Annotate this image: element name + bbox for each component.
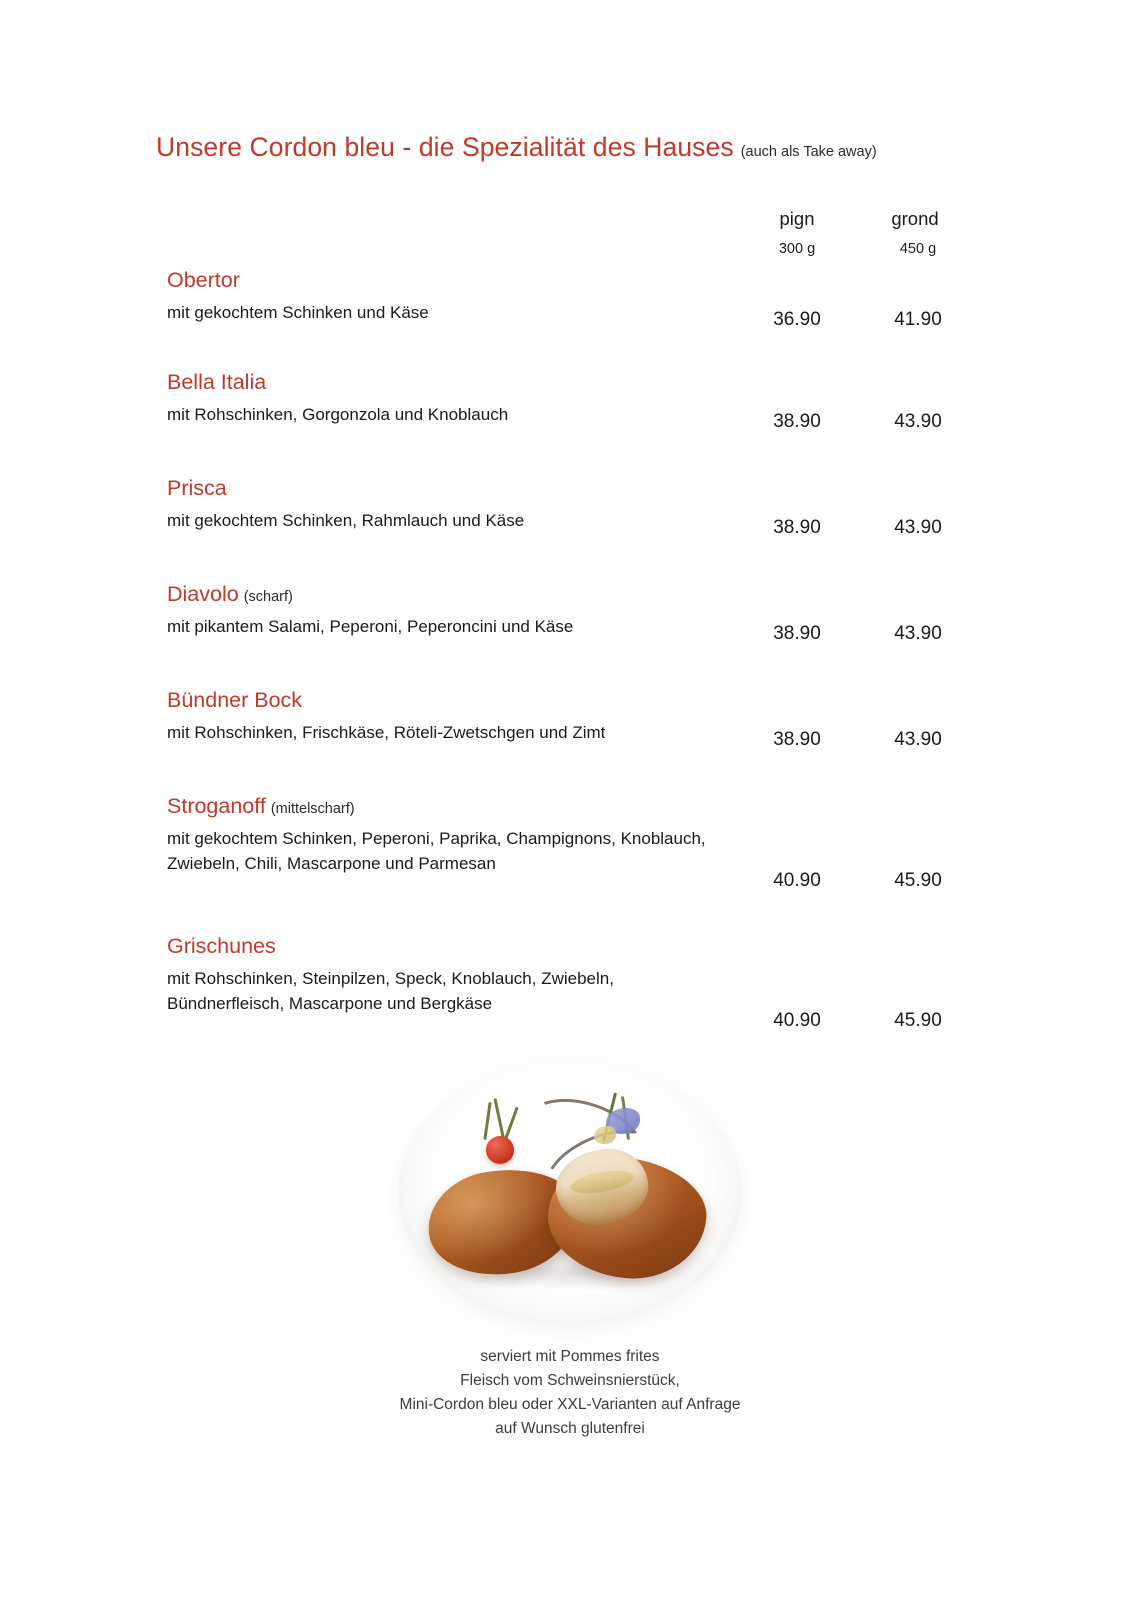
menu-item-description: mit pikantem Salami, Peperoni, Peperoncini und Käse xyxy=(167,616,574,636)
menu-item-name xyxy=(167,478,727,500)
menu-item-note: (scharf) xyxy=(243,589,293,605)
footnote-line: Mini-Cordon bleu oder XXL-Varianten auf Anfrage xyxy=(399,1396,741,1414)
footnote-line: auf Wunsch glutenfrei xyxy=(495,1420,645,1438)
menu-item-price-large: 43.90 xyxy=(894,623,942,644)
menu-item-name-text: Prisca xyxy=(167,476,227,500)
menu-item-price-large: 45.90 xyxy=(894,1010,942,1031)
menu-item-name xyxy=(167,584,727,606)
menu-item xyxy=(0,270,1140,372)
menu-item-price-large: 41.90 xyxy=(894,309,942,330)
menu-item-price-large: 43.90 xyxy=(894,729,942,750)
menu-item-description: mit Rohschinken, Gorgonzola und Knoblauch xyxy=(167,404,509,424)
column-weight-large: 450 g xyxy=(899,241,937,257)
menu-item-name-text: Bündner Bock xyxy=(167,688,303,712)
footnotes xyxy=(0,1345,1140,1441)
menu-item-price-small: 38.90 xyxy=(773,729,821,750)
page-title-note: (auch als Take away) xyxy=(740,144,877,160)
column-weight-small: 300 g xyxy=(778,241,816,257)
menu-item-price-small: 38.90 xyxy=(773,623,821,644)
menu-item-name-text: Grischunes xyxy=(167,934,276,958)
menu-item-price-small: 38.90 xyxy=(773,411,821,432)
footnote-line: Fleisch vom Schweinsnierstück, xyxy=(460,1372,680,1390)
menu-item-name-text: Stroganoff xyxy=(167,794,266,818)
menu-item-note: (mittelscharf) xyxy=(270,801,355,817)
menu-item-name-text: Bella Italia xyxy=(167,370,267,394)
menu-item-price-small: 40.90 xyxy=(773,870,821,891)
menu-item-price-large: 43.90 xyxy=(894,517,942,538)
menu-item-price-small: 36.90 xyxy=(773,309,821,330)
menu-item-price-small: 40.90 xyxy=(773,1010,821,1031)
cherry-tomato-icon xyxy=(486,1136,514,1164)
menu-item-description: mit gekochtem Schinken, Peperoni, Paprika, Champignons, Knoblauch, Zwiebeln, Chili, Mascarpone und Parmesan xyxy=(167,828,706,873)
menu-item-price-large: 43.90 xyxy=(894,411,942,432)
menu-item-description: mit Rohschinken, Steinpilzen, Speck, Knoblauch, Zwiebeln, Bündnerfleisch, Mascarpone und Bergkäse xyxy=(167,968,614,1013)
menu-item-name xyxy=(167,372,727,394)
menu-item-description: mit gekochtem Schinken und Käse xyxy=(167,302,429,322)
menu-item xyxy=(0,478,1140,584)
menu-item xyxy=(0,584,1140,690)
page-title xyxy=(156,132,877,163)
menu-item xyxy=(0,796,1140,936)
column-header-large: grond xyxy=(891,208,939,229)
footnote-line: serviert mit Pommes frites xyxy=(480,1348,660,1365)
page-title-text: Unsere Cordon bleu - die Spezialität des Hauses xyxy=(156,132,734,162)
cordon-bleu-photo xyxy=(380,1040,760,1340)
menu-item-name xyxy=(167,796,727,818)
menu-item-name xyxy=(167,270,727,292)
menu-item xyxy=(0,690,1140,796)
column-header-small: pign xyxy=(779,208,815,229)
menu-item xyxy=(0,372,1140,478)
menu-item-description: mit gekochtem Schinken, Rahmlauch und Käse xyxy=(167,510,525,530)
menu-item-list xyxy=(0,270,1140,1076)
menu-item-price-large: 45.90 xyxy=(894,870,942,891)
menu-item-name-text: Diavolo xyxy=(167,582,239,606)
menu-item-price-small: 38.90 xyxy=(773,517,821,538)
menu-item-name xyxy=(167,936,727,958)
menu-item-name xyxy=(167,690,727,712)
menu-item-name-text: Obertor xyxy=(167,268,240,292)
menu-item-description: mit Rohschinken, Frischkäse, Röteli-Zwetschgen und Zimt xyxy=(167,722,606,742)
